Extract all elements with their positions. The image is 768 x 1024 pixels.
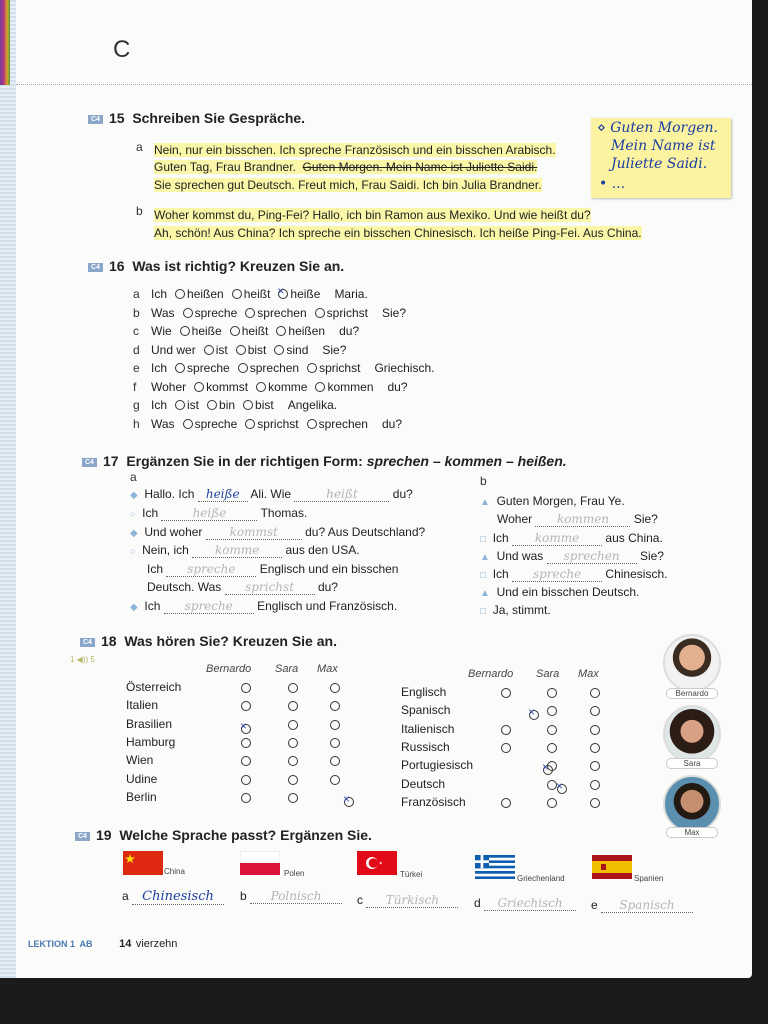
ex15-a-line2b-crossed: Guten Morgen. Mein Name ist Juliette Saidi. <box>302 160 538 174</box>
ex15-a-label: a <box>136 140 143 154</box>
ex17-b2 <box>497 512 658 527</box>
ex18-heading <box>80 633 337 649</box>
ex18-checkbox[interactable] <box>241 683 251 693</box>
option-radio[interactable] <box>256 382 266 392</box>
ex17-a4 <box>130 543 360 558</box>
ex16-row-subject: Ich <box>151 398 168 412</box>
ex19-title: Welche Sprache passt? Ergänzen Sie. <box>119 827 372 843</box>
ex17-a4-fill[interactable]: komme <box>192 543 282 558</box>
ex16-option-label: spreche <box>187 361 230 375</box>
colored-spine-tabs <box>0 0 10 85</box>
ex18-checkbox[interactable] <box>590 706 600 716</box>
ex16-option-label: bin <box>219 398 236 412</box>
ex18-checkbox[interactable] <box>590 798 600 808</box>
sara-caption: Sara <box>666 758 718 769</box>
ex17-a1 <box>130 487 413 502</box>
ex16-row-subject: Wie <box>151 324 172 338</box>
ex18-row-label: Deutsch <box>401 776 446 791</box>
footer-ab: AB <box>79 939 93 949</box>
ex17-a2-post: Thomas. <box>260 506 308 520</box>
ex18-checkbox[interactable] <box>288 738 298 748</box>
ex16-option-label: kommen <box>327 379 374 394</box>
ex17-title: Ergänzen Sie in der richtigen Form: <box>126 453 363 469</box>
ex18-checkbox[interactable] <box>547 706 557 716</box>
ex18-checkbox[interactable] <box>501 725 511 735</box>
ex17-b4-fill[interactable]: sprechen <box>547 549 637 564</box>
ex18-row-label: Udine <box>126 771 158 786</box>
ex18-checkbox[interactable] <box>590 761 600 771</box>
option-radio[interactable] <box>315 308 325 318</box>
ex18-checkbox[interactable] <box>547 688 557 698</box>
poland-flag-icon <box>240 851 280 875</box>
ex18-checkbox[interactable] <box>288 683 298 693</box>
ex18-checkbox[interactable] <box>590 725 600 735</box>
ex18-checkbox[interactable] <box>590 780 600 790</box>
ex18-checkbox[interactable] <box>330 683 340 693</box>
ex16-row-ending: Maria. <box>334 287 368 301</box>
ex17-b3 <box>480 531 663 546</box>
sticky-note <box>591 118 731 198</box>
ex18-checkbox[interactable] <box>241 724 251 734</box>
ex18-row-label: Hamburg <box>126 734 176 749</box>
country-greece: Griechenland <box>517 874 565 883</box>
ex17-b7 <box>480 603 551 617</box>
option-radio[interactable] <box>307 363 317 373</box>
ex17-b1 <box>480 494 625 508</box>
ex19-letter-b: b <box>240 889 247 903</box>
ex16-row-letter: a <box>133 287 140 301</box>
ex17-b2-post: Sie? <box>633 512 658 526</box>
ex16-row <box>133 306 406 320</box>
ex17-col-b: b <box>480 474 487 488</box>
option-radio[interactable] <box>204 345 214 355</box>
spain-flag-icon <box>592 855 632 879</box>
option-radio[interactable] <box>207 400 217 410</box>
ex17-a5-fill[interactable]: spreche <box>166 562 256 577</box>
badge: C4 <box>75 832 90 841</box>
ex16-row-letter: d <box>133 342 140 357</box>
ex17-a2 <box>130 506 307 521</box>
ex17-a7 <box>130 599 397 614</box>
ex16-option-label: heiße <box>191 324 222 338</box>
diamond-icon: ◆ <box>130 490 138 501</box>
ex17-b5-pre: Ich <box>492 567 509 581</box>
ex16-row-subject: Und wer <box>151 342 196 357</box>
ex18-checkbox[interactable] <box>288 756 298 766</box>
ex18-checkbox[interactable] <box>288 775 298 785</box>
section-letter: C <box>113 36 131 63</box>
ex18-checkbox[interactable] <box>547 780 557 790</box>
ex18-checkbox[interactable] <box>557 784 567 794</box>
square-icon: □ <box>480 606 487 617</box>
badge: C4 <box>80 638 95 647</box>
ex19-fill-a[interactable]: Chinesisch <box>132 889 224 905</box>
ex17-a4-post: aus den USA. <box>285 543 360 557</box>
ex15-a-line2a: Guten Tag, Frau Brandner. <box>154 160 296 174</box>
ex16-row-ending: Sie? <box>322 342 347 357</box>
ex16-row-ending: Griechisch. <box>374 361 435 375</box>
ex18-col-header: Max <box>578 668 599 680</box>
ex16-option-label: sprechen <box>318 416 368 431</box>
ex18-checkbox[interactable] <box>330 701 340 711</box>
option-radio[interactable] <box>180 326 190 336</box>
left-margin-pattern <box>0 0 16 978</box>
ex16-row <box>133 343 346 357</box>
ex16-option-label: bist <box>255 398 274 412</box>
option-radio[interactable] <box>274 345 284 355</box>
ex18-checkbox[interactable] <box>241 701 251 711</box>
country-poland: Polen <box>284 869 305 878</box>
ex16-option-label: sprichst <box>326 305 368 320</box>
ex18-row-label: Portugiesisch <box>401 758 474 773</box>
ex17-a3 <box>130 525 425 540</box>
ex17-title-italic: sprechen – kommen – heißen. <box>366 453 567 469</box>
circle-icon: ○ <box>130 546 136 556</box>
ex17-a7-post: Englisch und Französisch. <box>257 599 398 613</box>
ex18-checkbox[interactable] <box>241 793 251 803</box>
ex17-b6 <box>480 585 639 599</box>
note-line2: Mein Name ist <box>611 138 716 154</box>
ex15-number: 15 <box>108 110 125 126</box>
ex18-checkbox[interactable] <box>241 756 251 766</box>
page-number: 14 <box>119 938 132 950</box>
ex16-row-letter: b <box>133 305 140 320</box>
option-radio[interactable] <box>175 363 185 373</box>
option-radio[interactable] <box>315 382 325 392</box>
ex17-b3-fill[interactable]: komme <box>512 531 602 546</box>
ex16-option-label: heiße <box>290 287 321 301</box>
ex16-title: Was ist richtig? Kreuzen Sie an. <box>132 258 345 274</box>
ex16-number: 16 <box>108 258 125 274</box>
ex19-letter-e: e <box>591 898 598 912</box>
ex18-checkbox[interactable] <box>547 743 557 753</box>
ex17-a6 <box>147 580 338 595</box>
ex15-b-line1: Woher kommst du, Ping-Fei? Hallo, ich bin Ramon aus Mexiko. Und wie heißt du? <box>154 208 591 222</box>
ex16-option-label: ist <box>215 342 228 357</box>
ex18-row-label: Wien <box>126 753 154 768</box>
ex18-col-header: Bernardo <box>206 663 252 675</box>
ex18-checkbox[interactable] <box>590 743 600 753</box>
ex19-fill-d[interactable]: Griechisch <box>484 896 576 911</box>
ex19-answer-b <box>240 889 342 904</box>
ex15-b-line2: Ah, schön! Aus China? Ich spreche ein bisschen Chinesisch. Ich heiße Ping-Fei. Aus China. <box>154 226 642 240</box>
ex15-a-line2 <box>154 160 537 174</box>
ex18-row-label: Österreich <box>126 680 182 694</box>
diamond-icon: ◆ <box>130 602 138 613</box>
ex16-row-subject: Was <box>151 416 175 431</box>
ex16-option-label: heißt <box>243 287 271 301</box>
ex16-option-label: spreche <box>194 305 238 320</box>
ex16-row-ending: du? <box>381 416 403 431</box>
ex17-a5-post: Englisch und ein bisschen <box>259 562 399 576</box>
ex16-option-label: sprichst <box>319 361 361 375</box>
header-divider <box>16 84 752 85</box>
ex19-fill-e[interactable]: Spanisch <box>601 898 693 913</box>
audio-track[interactable]: 1 ◀)) 5 <box>70 655 95 664</box>
ex18-row-label: Englisch <box>401 685 447 699</box>
ex17-a1-fill[interactable]: heiße <box>198 487 248 502</box>
ex16-row-letter: f <box>133 379 137 394</box>
ex16-row <box>133 398 337 412</box>
ex18-row-label: Russisch <box>401 739 450 754</box>
ex16-row-ending: Angelika. <box>287 398 338 412</box>
max-caption: Max <box>666 827 718 838</box>
ex18-checkbox[interactable] <box>288 793 298 803</box>
ex17-a3-pre: Und woher <box>144 525 203 539</box>
ex17-col-a: a <box>130 470 137 484</box>
option-radio[interactable] <box>236 345 246 355</box>
ex17-b3-pre: Ich <box>492 531 509 545</box>
ex18-checkbox[interactable] <box>330 775 340 785</box>
ex19-letter-c: c <box>357 893 363 907</box>
bernardo-photo <box>663 634 721 692</box>
ex17-heading <box>82 453 567 469</box>
option-radio[interactable] <box>278 289 288 299</box>
ex18-checkbox[interactable] <box>547 798 557 808</box>
ex15-heading <box>88 110 305 126</box>
ex18-row-label: Italien <box>126 698 159 713</box>
ex16-option-label: sprichst <box>257 416 299 431</box>
option-radio[interactable] <box>175 400 185 410</box>
ex17-b5-post: Chinesisch. <box>605 567 668 581</box>
ex16-option-label: spreche <box>194 416 238 431</box>
ex18-checkbox[interactable] <box>330 720 340 730</box>
triangle-icon: ▲ <box>480 497 490 508</box>
ex17-a3-fill[interactable]: kommst <box>206 525 302 540</box>
ex16-row-letter: g <box>133 398 140 412</box>
ex16-row-letter: h <box>133 416 140 431</box>
ex17-a6-fill[interactable]: sprichst <box>225 580 315 595</box>
circle-icon: ○ <box>130 509 136 519</box>
ex16-option-label: sprechen <box>257 305 307 320</box>
country-china: China <box>164 867 185 876</box>
ex16-heading <box>88 258 344 274</box>
option-radio[interactable] <box>243 400 253 410</box>
option-radio[interactable] <box>183 419 193 429</box>
ex18-checkbox[interactable] <box>288 720 298 730</box>
ex16-row-subject: Ich <box>151 287 168 301</box>
ex18-row-label: Brasilien <box>126 716 173 731</box>
china-flag-icon <box>123 851 163 875</box>
ex18-title: Was hören Sie? Kreuzen Sie an. <box>124 633 337 649</box>
ex18-checkbox[interactable] <box>501 743 511 753</box>
page-word: vierzehn <box>135 938 178 950</box>
option-radio[interactable] <box>245 419 255 429</box>
note-line3: Juliette Saidi. <box>611 156 708 172</box>
ex18-checkbox[interactable] <box>501 798 511 808</box>
ex17-b4-pre: Und was <box>496 549 544 563</box>
max-photo <box>663 775 721 833</box>
ex16-option-label: ist <box>187 398 200 412</box>
ex19-answer-c <box>357 893 458 908</box>
option-radio[interactable] <box>175 289 185 299</box>
badge: C4 <box>88 263 103 272</box>
ex16-option-label: kommst <box>206 379 249 394</box>
ex17-a1-pre: Hallo. Ich <box>144 487 195 501</box>
ex17-number: 17 <box>102 453 119 469</box>
ex18-checkbox[interactable] <box>590 688 600 698</box>
ex16-row-ending: Sie? <box>381 305 407 320</box>
ex19-letter-d: d <box>474 896 481 910</box>
country-turkey: Türkei <box>400 870 423 879</box>
badge: C4 <box>88 115 103 124</box>
ex17-a3-post: du? Aus Deutschland? <box>305 525 426 539</box>
ex16-row-subject: Was <box>151 305 175 320</box>
ex17-b4 <box>480 549 664 564</box>
option-radio[interactable] <box>230 326 240 336</box>
ex18-checkbox[interactable] <box>529 710 539 720</box>
ex16-option-label: heißt <box>241 324 269 338</box>
ex16-row <box>133 324 359 338</box>
ex17-a6-post: du? <box>317 580 338 594</box>
ex17-a7-pre: Ich <box>144 599 161 613</box>
ex18-row-label: Italienisch <box>401 721 455 736</box>
ex15-a-line1: Nein, nur ein bisschen. Ich spreche Französisch und ein bisschen Arabisch. <box>154 143 556 157</box>
ex15-a-line3: Sie sprechen gut Deutsch. Freut mich, Frau Saidi. Ich bin Julia Brandner. <box>154 178 542 192</box>
ex18-checkbox[interactable] <box>547 761 557 771</box>
option-radio[interactable] <box>238 363 248 373</box>
ex19-answer-a <box>122 889 224 905</box>
ex16-option-label: heißen <box>288 324 326 338</box>
ex17-b3-post: aus China. <box>605 531 663 545</box>
ex16-row-letter: e <box>133 361 140 375</box>
option-radio[interactable] <box>307 419 317 429</box>
ex18-col-header: Bernardo <box>468 668 514 680</box>
ex16-row-ending: du? <box>339 324 360 338</box>
option-radio[interactable] <box>183 308 193 318</box>
ex18-checkbox[interactable] <box>241 775 251 785</box>
triangle-icon: ▲ <box>480 588 490 599</box>
ex16-row <box>133 380 408 394</box>
square-icon: □ <box>480 534 487 545</box>
square-icon: □ <box>480 570 487 581</box>
ex16-row-letter: c <box>133 324 139 338</box>
ex16-row-ending: du? <box>387 379 408 394</box>
diamond-icon: ◆ <box>130 528 138 539</box>
note-line4: • ... <box>599 176 626 192</box>
ex19-letter-a: a <box>122 889 129 903</box>
ex18-col-header: Max <box>317 663 338 675</box>
option-radio[interactable] <box>245 308 255 318</box>
ex16-option-label: sprechen <box>249 361 300 375</box>
ex18-checkbox[interactable] <box>330 738 340 748</box>
ex17-a1-fill2[interactable]: heißt <box>294 487 389 502</box>
ex18-checkbox[interactable] <box>330 756 340 766</box>
ex17-a1-mid: Ali. Wie <box>250 487 292 501</box>
sara-photo <box>663 705 721 763</box>
ex18-row-label: Französisch <box>401 794 466 809</box>
ex16-option-label: komme <box>268 379 308 394</box>
ex17-a6-pre: Deutsch. Was <box>147 580 222 594</box>
ex17-b7-text: Ja, stimmt. <box>492 603 551 617</box>
ex16-option-label: bist <box>247 342 267 357</box>
ex16-row-subject: Ich <box>151 361 168 375</box>
ex18-checkbox[interactable] <box>547 725 557 735</box>
option-radio[interactable] <box>194 382 204 392</box>
ex18-checkbox[interactable] <box>241 738 251 748</box>
ex18-checkbox[interactable] <box>344 797 354 807</box>
ex17-a5 <box>147 562 398 577</box>
ex16-option-label: sind <box>286 342 309 357</box>
ex17-b6-text: Und ein bisschen Deutsch. <box>496 585 640 599</box>
ex19-fill-b[interactable]: Polnisch <box>250 889 342 904</box>
ex16-row <box>133 417 402 431</box>
footer-lektion: LEKTION 1 <box>28 939 76 949</box>
country-spain: Spanien <box>634 874 664 883</box>
ex17-b5 <box>480 567 667 582</box>
triangle-icon: ▲ <box>480 552 490 563</box>
ex18-col-header: Sara <box>536 668 560 680</box>
ex17-a2-fill[interactable]: heiße <box>161 506 257 521</box>
ex19-answer-e <box>591 898 693 913</box>
ex15-b-label: b <box>136 204 143 218</box>
ex19-answer-d <box>474 896 576 911</box>
footer <box>28 934 177 952</box>
ex16-row <box>133 287 368 301</box>
ex16-row-subject: Woher <box>151 379 187 394</box>
ex18-number: 18 <box>100 633 117 649</box>
greece-flag-icon <box>475 855 515 879</box>
ex16-option-label: heißen <box>187 287 224 301</box>
ex19-number: 19 <box>95 827 112 843</box>
ex17-a1-post: du? <box>392 487 413 501</box>
ex17-a2-pre: Ich <box>142 506 159 520</box>
ex18-checkbox[interactable] <box>501 688 511 698</box>
ex17-a4-pre: Nein, ich <box>142 543 189 557</box>
ex18-row-label: Spanisch <box>401 703 451 718</box>
ex19-heading <box>75 827 372 843</box>
ex17-b1-text: Guten Morgen, Frau Ye. <box>496 494 625 508</box>
option-radio[interactable] <box>276 326 286 336</box>
ex17-b4-post: Sie? <box>639 549 664 563</box>
bernardo-caption: Bernardo <box>666 688 718 699</box>
ex18-row-label: Berlin <box>126 789 157 804</box>
ex17-a5-pre: Ich <box>147 562 164 576</box>
ex19-fill-c[interactable]: Türkisch <box>366 893 458 908</box>
turkey-flag-icon <box>357 851 397 875</box>
badge: C4 <box>82 458 97 467</box>
ex16-row <box>133 361 434 375</box>
option-radio[interactable] <box>232 289 242 299</box>
ex18-checkbox[interactable] <box>288 701 298 711</box>
ex17-b2-fill[interactable]: kommen <box>535 512 630 527</box>
ex17-b2-pre: Woher <box>497 512 533 526</box>
ex17-b5-fill[interactable]: spreche <box>512 567 602 582</box>
ex18-col-header: Sara <box>275 663 299 675</box>
ex17-a7-fill[interactable]: spreche <box>164 599 254 614</box>
ex15-title: Schreiben Sie Gespräche. <box>132 110 306 126</box>
note-line1: ⋄ Guten Morgen. <box>597 120 718 136</box>
